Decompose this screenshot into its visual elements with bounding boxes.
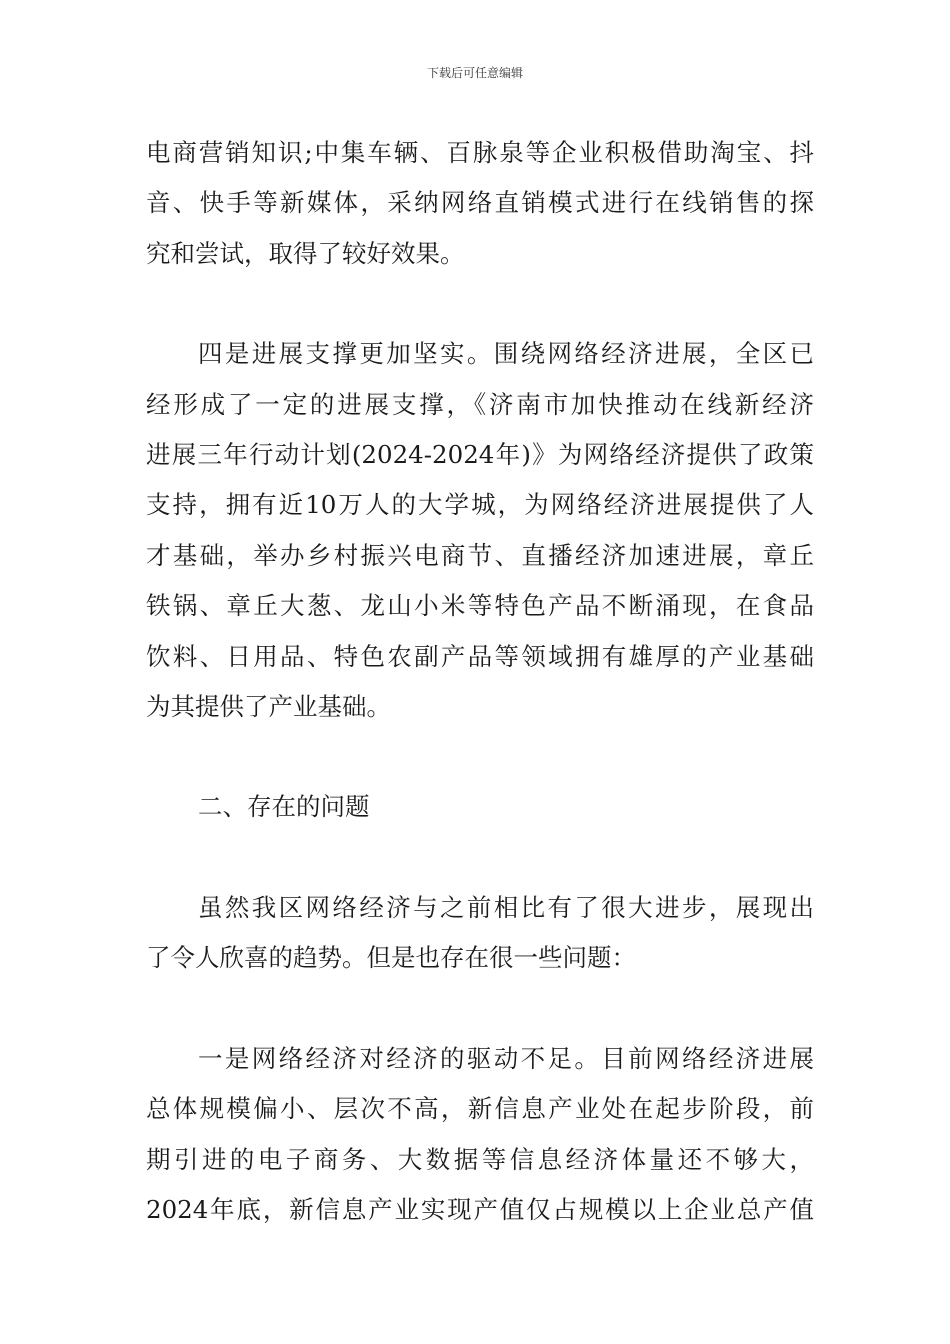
paragraph-problems-intro bbox=[146, 883, 814, 984]
text-line: 才基础，举办乡村振兴电商节、直播经济加速进展，章丘 bbox=[146, 540, 814, 570]
page-header-note: 下载后可任意编辑 bbox=[426, 66, 523, 80]
paragraph-spacer bbox=[146, 984, 814, 1034]
text-line: 铁锅、章丘大葱、龙山小米等特色产品不断涌现，在食品 bbox=[146, 591, 814, 621]
text-line: 进展三年行动计划(2024-2024年)》为网络经济提供了政策 bbox=[146, 440, 814, 470]
text-line: 为其提供了产业基础。 bbox=[146, 692, 391, 722]
paragraph-support-foundation bbox=[146, 329, 814, 732]
text-line: 四是进展支撑更加坚实。围绕网络经济进展，全区已 bbox=[198, 339, 814, 369]
paragraph-weak-driving-force bbox=[146, 1034, 814, 1236]
text-line: 期引进的电子商务、大数据等信息经济体量还不够大， bbox=[146, 1144, 814, 1174]
paragraph-spacer bbox=[146, 732, 814, 782]
section-heading-problems bbox=[146, 782, 814, 832]
section-heading-text: 二、存在的问题 bbox=[198, 792, 370, 822]
text-line: 究和尝试，取得了较好效果。 bbox=[146, 238, 465, 268]
paragraph-spacer bbox=[146, 279, 814, 329]
text-line: 支持，拥有近10万人的大学城，为网络经济进展提供了人 bbox=[146, 490, 814, 520]
paragraph-spacer bbox=[146, 833, 814, 883]
text-line: 音、快手等新媒体，采纳网络直销模式进行在线销售的探 bbox=[146, 188, 814, 218]
text-line: 经形成了一定的进展支撑，《济南市加快推动在线新经济 bbox=[146, 389, 814, 419]
document-body bbox=[146, 128, 814, 1235]
text-line: 总体规模偏小、层次不高，新信息产业处在起步阶段，前 bbox=[146, 1094, 814, 1124]
text-line: 了令人欣喜的趋势。但是也存在很一些问题： bbox=[146, 943, 636, 973]
paragraph-ecommerce-practice bbox=[146, 128, 814, 279]
text-line: 2024年底，新信息产业实现产值仅占规模以上企业总产值 bbox=[146, 1194, 814, 1224]
text-line: 一是网络经济对经济的驱动不足。目前网络经济进展 bbox=[198, 1043, 814, 1073]
text-line: 虽然我区网络经济与之前相比有了很大进步，展现出 bbox=[198, 892, 814, 922]
text-line: 饮料、日用品、特色农副产品等领域拥有雄厚的产业基础 bbox=[146, 641, 814, 671]
text-line: 电商营销知识;中集车辆、百脉泉等企业积极借助淘宝、抖 bbox=[146, 138, 814, 167]
